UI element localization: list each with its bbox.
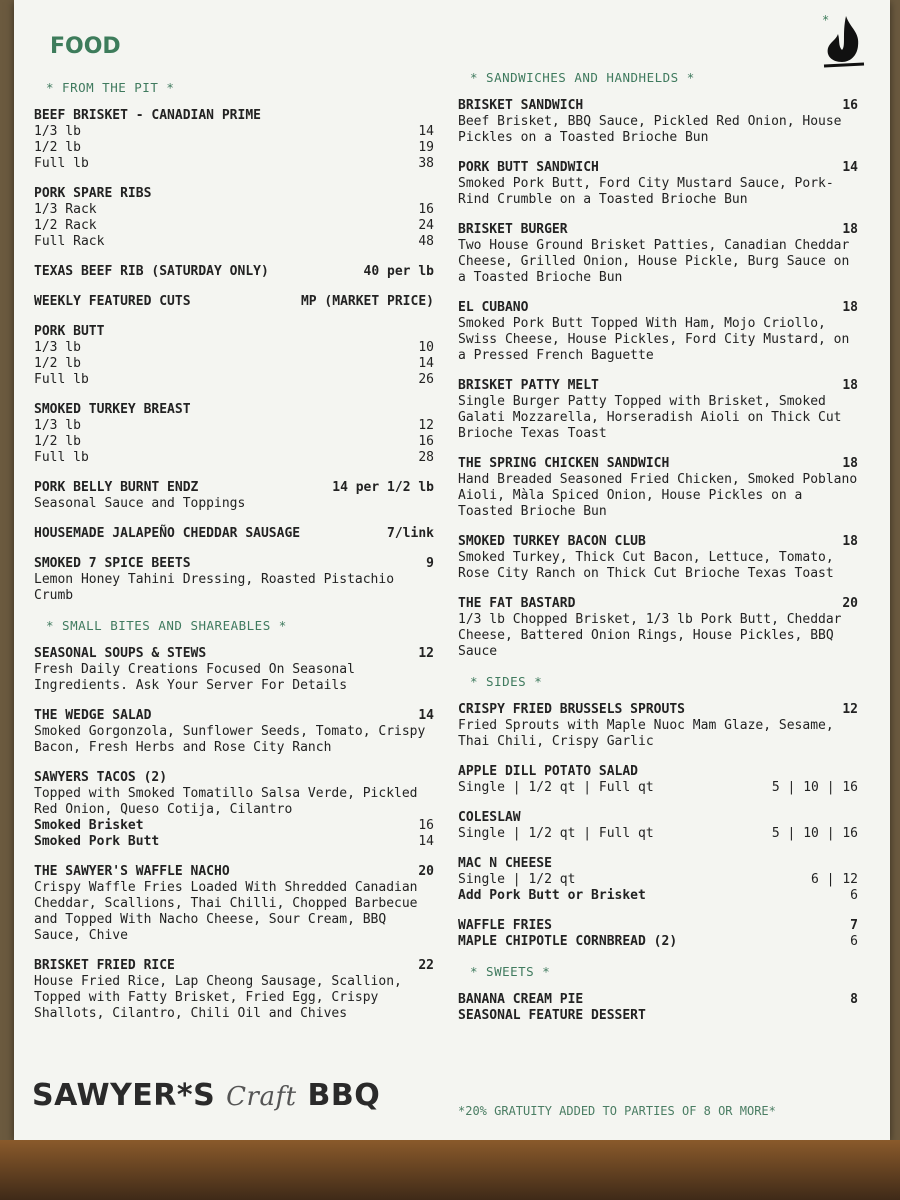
item-price: 14 per 1/2 lb [332, 480, 434, 495]
menu-item [34, 186, 434, 250]
item-price: 18 [842, 300, 858, 315]
menu-item [34, 294, 434, 310]
item-price: 22 [418, 958, 434, 973]
item-description: Single Burger Patty Topped with Brisket, Smoked Galati Mozzarella, Horseradish Aioli on Thick Cut Brioche Texas Toast [458, 394, 842, 441]
svg-text:*: * [822, 13, 830, 27]
item-header [34, 294, 434, 310]
option-label: Add Pork Butt or Brisket [458, 888, 646, 903]
item-name: WAFFLE FRIES [458, 918, 552, 933]
item-description: Seasonal Sauce and Toppings [34, 496, 246, 511]
section-heading: * SANDWICHES AND HANDHELDS * [470, 70, 695, 85]
item-name: PORK BELLY BURNT ENDZ [34, 480, 199, 495]
extra-item-name: SEASONAL FEATURE DESSERT [458, 1008, 646, 1023]
item-name: HOUSEMADE JALAPEÑO CHEDDAR SAUSAGE [34, 526, 301, 541]
item-name: BRISKET SANDWICH [458, 98, 584, 113]
portion-row [34, 450, 434, 466]
portion-price: 16 [418, 434, 434, 449]
portion-label: Single | 1/2 qt | Full qt [458, 826, 654, 841]
item-header [34, 556, 434, 572]
item-header [34, 402, 434, 418]
portion-label: 1/3 lb [34, 124, 81, 139]
portion-price: 38 [418, 156, 434, 171]
portion-label: 1/3 lb [34, 418, 81, 433]
item-description: Topped with Smoked Tomatillo Salsa Verde, Pickled Red Onion, Queso Cotija, Cilantro [34, 786, 418, 817]
item-description: Smoked Pork Butt Topped With Ham, Mojo Criollo, Swiss Cheese, House Pickles, Ford City Mustard, on a Pressed French Baguette [458, 316, 850, 363]
portion-row [34, 156, 434, 172]
extra-item-row [458, 1008, 858, 1024]
item-price: 18 [842, 378, 858, 393]
item-header [458, 856, 858, 872]
item-name: THE FAT BASTARD [458, 596, 576, 611]
portion-price: 5 | 10 | 16 [771, 780, 858, 795]
item-price: 14 [418, 708, 434, 723]
item-header [458, 300, 858, 316]
section-heading: * FROM THE PIT * [46, 80, 175, 95]
portion-row [34, 124, 434, 140]
item-header [34, 708, 434, 724]
item-header [458, 596, 858, 612]
item-header [34, 770, 434, 786]
menu-item [34, 556, 434, 604]
item-description: Beef Brisket, BBQ Sauce, Pickled Red Onion, House Pickles on a Toasted Brioche Bun [458, 114, 842, 145]
item-name: SAWYERS TACOS (2) [34, 770, 168, 785]
portion-row [34, 418, 434, 434]
portion-price: 48 [418, 234, 434, 249]
menu-item [34, 864, 434, 944]
item-price: MP (MARKET PRICE) [300, 294, 434, 309]
item-price: 16 [842, 98, 858, 113]
item-name: CRISPY FRIED BRUSSELS SPROUTS [458, 702, 685, 717]
portion-label: 1/2 lb [34, 140, 81, 155]
item-description: Smoked Pork Butt, Ford City Mustard Sauce, Pork-Rind Crumble on a Toasted Brioche Bun [458, 176, 834, 207]
item-description: Crispy Waffle Fries Loaded With Shredded Canadian Cheddar, Scallions, Thai Chilli, Chopped Barbecue and Topped With Nacho Cheese, Sour Cream, BBQ Sauce, Chive [34, 880, 418, 943]
menu-item [458, 596, 858, 660]
item-price: 12 [418, 646, 434, 661]
item-price: 7 [850, 918, 858, 933]
portion-row [34, 356, 434, 372]
option-price: 16 [418, 818, 434, 833]
item-description: 1/3 lb Chopped Brisket, 1/3 lb Pork Butt, Cheddar Cheese, Battered Onion Rings, House Pickles, BBQ Sauce [458, 612, 842, 659]
portion-price: 14 [418, 356, 434, 371]
item-header [458, 764, 858, 780]
portion-label: Full Rack [34, 234, 105, 249]
portion-price: 19 [418, 140, 434, 155]
item-price: 20 [418, 864, 434, 879]
portion-row [458, 872, 858, 888]
item-name: SMOKED TURKEY BREAST [34, 402, 191, 417]
item-header [34, 646, 434, 662]
item-description: Smoked Gorgonzola, Sunflower Seeds, Tomato, Crispy Bacon, Fresh Herbs and Rose City Ranch [34, 724, 426, 755]
item-header [34, 864, 434, 880]
item-name: BEEF BRISKET - CANADIAN PRIME [34, 108, 261, 123]
item-price: 40 per lb [363, 264, 434, 279]
portion-price: 14 [418, 124, 434, 139]
item-name: THE WEDGE SALAD [34, 708, 152, 723]
portion-row [34, 218, 434, 234]
menu-item [458, 300, 858, 364]
menu-title: FOOD [50, 34, 121, 59]
menu-item [34, 526, 434, 542]
item-name: THE SPRING CHICKEN SANDWICH [458, 456, 670, 471]
menu-item [34, 770, 434, 850]
item-name: EL CUBANO [458, 300, 529, 315]
item-name: APPLE DILL POTATO SALAD [458, 764, 639, 779]
portion-label: Full lb [34, 156, 89, 171]
item-description: Lemon Honey Tahini Dressing, Roasted Pistachio Crumb [34, 572, 395, 603]
portion-price: 28 [418, 450, 434, 465]
item-header [34, 186, 434, 202]
portion-price: 10 [418, 340, 434, 355]
menu-item [458, 98, 858, 146]
brand-name-craft: Craft [226, 1082, 297, 1112]
item-header [458, 918, 858, 934]
item-header [458, 160, 858, 176]
portion-price: 6 | 12 [811, 872, 858, 887]
brand-name-a: SAWYER*S [32, 1078, 216, 1113]
right-column [458, 70, 858, 1038]
section-heading: * SIDES * [470, 674, 543, 689]
menu-item [458, 222, 858, 286]
portion-label: 1/2 lb [34, 434, 81, 449]
item-description: Fresh Daily Creations Focused On Seasonal Ingredients. Ask Your Server For Details [34, 662, 355, 693]
item-name: BRISKET FRIED RICE [34, 958, 175, 973]
portion-row [34, 234, 434, 250]
item-price: 20 [842, 596, 858, 611]
portion-label: Single | 1/2 qt | Full qt [458, 780, 654, 795]
item-name: BRISKET BURGER [458, 222, 568, 237]
item-header [458, 810, 858, 826]
item-name: BANANA CREAM PIE [458, 992, 584, 1007]
portion-row [34, 434, 434, 450]
flame-icon [820, 12, 868, 68]
item-name: SEASONAL SOUPS & STEWS [34, 646, 207, 661]
item-header [458, 702, 858, 718]
item-price: 18 [842, 456, 858, 471]
item-description: Smoked Turkey, Thick Cut Bacon, Lettuce, Tomato, Rose City Ranch on Thick Cut Brioche Texas Toast [458, 550, 834, 581]
portion-label: 1/2 lb [34, 356, 81, 371]
menu-item [458, 764, 858, 796]
portion-row [34, 140, 434, 156]
item-description: Two House Ground Brisket Patties, Canadian Cheddar Cheese, Grilled Onion, House Pickle, Burg Sauce on a Toasted Brioche Bun [458, 238, 850, 285]
item-name: SMOKED TURKEY BACON CLUB [458, 534, 646, 549]
section-heading: * SWEETS * [470, 964, 551, 979]
item-price: 18 [842, 222, 858, 237]
menu-item [458, 378, 858, 442]
option-price: 6 [850, 888, 858, 903]
item-name: MAC N CHEESE [458, 856, 552, 871]
portion-price: 26 [418, 372, 434, 387]
item-header [34, 324, 434, 340]
item-description: Fried Sprouts with Maple Nuoc Mam Glaze, Sesame, Thai Chili, Crispy Garlic [458, 718, 834, 749]
item-description: Hand Breaded Seasoned Fried Chicken, Smoked Poblano Aioli, Màla Spiced Onion, House Pickles on a Toasted Brioche Bun [458, 472, 858, 519]
item-name: THE SAWYER'S WAFFLE NACHO [34, 864, 230, 879]
portion-label: Full lb [34, 372, 89, 387]
item-header [458, 992, 858, 1008]
brand-name-b: BBQ [307, 1078, 381, 1113]
portion-price: 24 [418, 218, 434, 233]
menu-item [458, 856, 858, 904]
portion-price: 12 [418, 418, 434, 433]
option-row [34, 818, 434, 834]
menu-item [34, 108, 434, 172]
portion-label: 1/2 Rack [34, 218, 97, 233]
menu-item [34, 708, 434, 756]
item-name: TEXAS BEEF RIB (SATURDAY ONLY) [34, 264, 269, 279]
item-header [458, 222, 858, 238]
menu-item [34, 646, 434, 694]
brand-logo [32, 1078, 380, 1113]
item-header [34, 958, 434, 974]
portion-row [458, 780, 858, 796]
portion-row [34, 340, 434, 356]
table-edge [0, 1140, 900, 1200]
item-header [34, 526, 434, 542]
item-price: 18 [842, 534, 858, 549]
item-header [34, 264, 434, 280]
option-row [458, 888, 858, 904]
portion-row [34, 372, 434, 388]
item-header [34, 108, 434, 124]
item-name: SMOKED 7 SPICE BEETS [34, 556, 191, 571]
menu-item [458, 456, 858, 520]
menu-item [34, 958, 434, 1022]
portion-row [34, 202, 434, 218]
portion-price: 16 [418, 202, 434, 217]
item-name: BRISKET PATTY MELT [458, 378, 599, 393]
item-name: WEEKLY FEATURED CUTS [34, 294, 191, 309]
left-column [34, 80, 434, 1036]
menu-item [458, 160, 858, 208]
menu-item [34, 324, 434, 388]
item-header [458, 456, 858, 472]
menu-item [458, 992, 858, 1024]
menu-item [458, 810, 858, 842]
item-header [34, 480, 434, 496]
item-header [458, 534, 858, 550]
item-price: 8 [850, 992, 858, 1007]
item-name: COLESLAW [458, 810, 521, 825]
portion-price: 5 | 10 | 16 [771, 826, 858, 841]
option-price: 14 [418, 834, 434, 849]
gratuity-note: *20% GRATUITY ADDED TO PARTIES OF 8 OR MORE* [458, 1104, 776, 1118]
menu-item [458, 534, 858, 582]
extra-item-price: 6 [850, 934, 858, 949]
menu-item [34, 402, 434, 466]
portion-label: 1/3 Rack [34, 202, 97, 217]
item-price: 7/link [387, 526, 434, 541]
menu-item [34, 480, 434, 512]
option-row [34, 834, 434, 850]
item-header [458, 378, 858, 394]
portion-label: Single | 1/2 qt [458, 872, 576, 887]
item-header [458, 98, 858, 114]
item-name: PORK SPARE RIBS [34, 186, 152, 201]
item-name: PORK BUTT [34, 324, 105, 339]
item-price: 12 [842, 702, 858, 717]
item-description: House Fried Rice, Lap Cheong Sausage, Scallion, Topped with Fatty Brisket, Fried Egg, Crispy Shallots, Cilantro, Chili Oil and Chives [34, 974, 402, 1021]
menu-item [458, 918, 858, 950]
portion-label: Full lb [34, 450, 89, 465]
menu-item [458, 702, 858, 750]
portion-label: 1/3 lb [34, 340, 81, 355]
option-label: Smoked Brisket [34, 818, 144, 833]
item-name: PORK BUTT SANDWICH [458, 160, 599, 175]
section-heading: * SMALL BITES AND SHAREABLES * [46, 618, 287, 633]
menu-item [34, 264, 434, 280]
option-label: Smoked Pork Butt [34, 834, 160, 849]
extra-item-row [458, 934, 858, 950]
extra-item-name: MAPLE CHIPOTLE CORNBREAD (2) [458, 934, 678, 949]
portion-row [458, 826, 858, 842]
item-price: 9 [426, 556, 434, 571]
item-price: 14 [842, 160, 858, 175]
